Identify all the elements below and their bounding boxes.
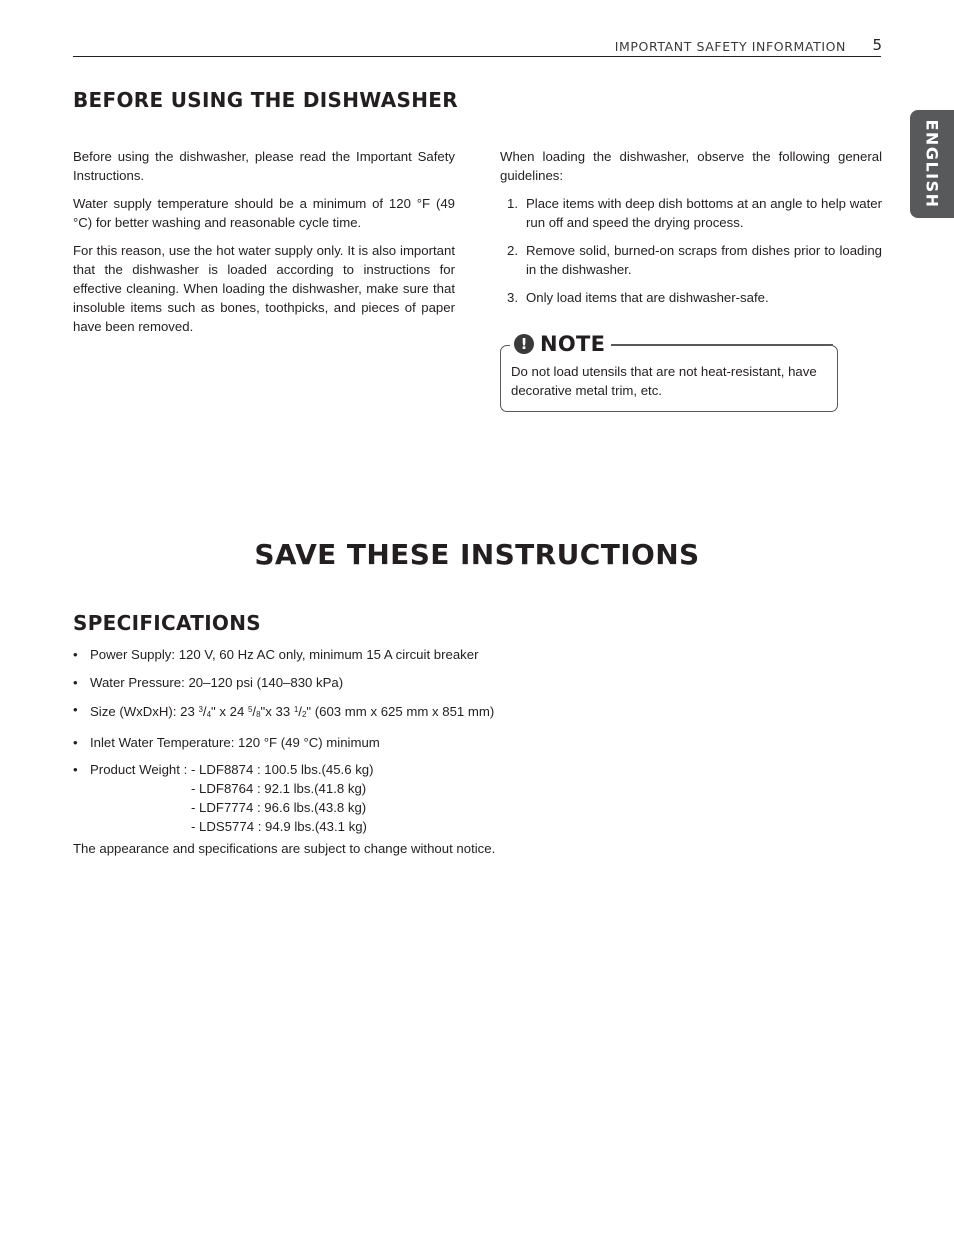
before-using-right-column <box>500 147 882 316</box>
fraction-denominator: 4 <box>206 710 212 719</box>
bullet: • <box>73 702 78 717</box>
paragraph: Before using the dishwasher, please read the Important Safety Instructions. <box>73 149 455 183</box>
save-instructions-title: SAVE THESE INSTRUCTIONS <box>254 538 700 571</box>
list-item <box>73 645 793 664</box>
page-number: 5 <box>872 36 882 54</box>
size-prefix: Size (WxDxH): 23 <box>90 704 199 719</box>
paragraph: For this reason, use the hot water supply only. It is also important that the dishwasher is loaded according to instructions for effective cleaning. When loading the dishwasher, make sure that insoluble items such as bones, toothpicks, and pieces of paper have been removed. <box>73 243 455 334</box>
size-suffix: " (603 mm x 625 mm x 851 mm) <box>306 704 495 719</box>
bullet: • <box>73 734 78 750</box>
running-header-title: IMPORTANT SAFETY INFORMATION <box>614 39 846 54</box>
spec-inlet-temperature: Inlet Water Temperature: 120 °F (49 °C) minimum <box>90 734 380 750</box>
list-number: 3. <box>507 290 518 305</box>
fraction-denominator: 2 <box>301 710 307 719</box>
bullet: • <box>73 647 78 662</box>
specifications-disclaimer: The appearance and specifications are subject to change without notice. <box>73 841 496 856</box>
spec-product-weight <box>90 760 793 836</box>
before-using-left-column <box>73 147 455 345</box>
language-tab-label: ENGLISH <box>922 119 942 209</box>
list-number: 2. <box>507 243 518 258</box>
spec-size: Size (WxDxH): 23 $^3/_4$" x 24 $^5/_8"x$ 33 $^1/_2$" (603 mm x 625 mm x 851 mm) <box>90 704 495 719</box>
paragraph: Water supply temperature should be a minimum of 120 °F (49 °C) for better washing and reasonable cycle time. <box>73 196 455 230</box>
weight-value: - LDF8874 : 100.5 lbs.(45.6 kg) <box>191 762 374 777</box>
note-heading <box>510 331 611 357</box>
list-item <box>73 673 793 692</box>
spec-power: Power Supply: 120 V, 60 Hz AC only, minimum 15 A circuit breaker <box>90 647 479 662</box>
note-label: NOTE <box>540 332 606 356</box>
exclamation-icon: ! <box>514 334 534 354</box>
specifications-heading: SPECIFICATIONS <box>73 611 261 635</box>
list-item <box>500 194 882 232</box>
list-text: Remove solid, burned-on scraps from dishes prior to loading in the dishwasher. <box>526 243 882 277</box>
list-item <box>500 241 882 279</box>
list-item <box>73 733 793 752</box>
bullet: • <box>73 762 78 777</box>
before-using-heading: BEFORE USING THE DISHWASHER <box>73 88 458 112</box>
list-text: Place items with deep dish bottoms at an angle to help water run off and speed the drying process. <box>526 196 882 230</box>
specifications-list <box>73 645 793 845</box>
weight-value: - LDS5774 : 94.9 lbs.(43.1 kg) <box>191 819 367 834</box>
list-item <box>73 760 793 836</box>
size-middle: "x 33 <box>260 704 294 719</box>
spec-water-pressure: Water Pressure: 20–120 psi (140–830 kPa) <box>90 674 344 690</box>
list-item <box>500 288 882 307</box>
fraction-numerator: 5 <box>247 705 253 714</box>
list-number: 1. <box>507 196 518 211</box>
guidelines-intro: When loading the dishwasher, observe the following general guidelines: <box>500 149 882 183</box>
list-text: Only load items that are dishwasher-safe. <box>526 290 769 305</box>
header-rule <box>73 56 881 57</box>
guidelines-list <box>500 194 882 307</box>
list-item <box>73 700 793 724</box>
bullet: • <box>73 674 78 690</box>
weight-label: Product Weight : <box>90 762 188 777</box>
weight-value: - LDF8764 : 92.1 lbs.(41.8 kg) <box>191 781 367 796</box>
note-text: Do not load utensils that are not heat-resistant, have decorative metal trim, etc. <box>511 364 817 398</box>
size-middle: " x 24 <box>211 704 248 719</box>
language-tab <box>910 110 954 218</box>
fraction-numerator: 3 <box>198 705 203 714</box>
weight-values <box>191 760 374 836</box>
weight-value: - LDF7774 : 96.6 lbs.(43.8 kg) <box>191 800 367 815</box>
fraction-numerator: 1 <box>293 705 299 714</box>
fraction-denominator: 8 <box>256 710 261 719</box>
